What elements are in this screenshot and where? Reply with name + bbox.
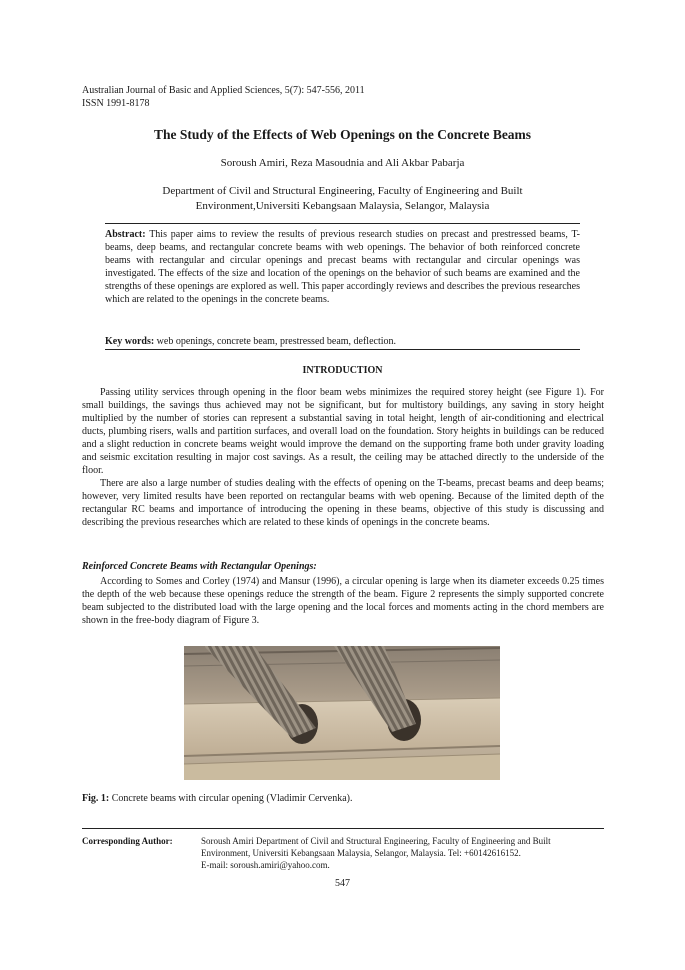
journal-issn: ISSN 1991-8178 (82, 98, 150, 109)
keywords-bottom-rule (105, 349, 580, 350)
figure-label: Fig. 1: (82, 793, 110, 804)
paper-affiliation: Department of Civil and Structural Engineering, Faculty of Engineering and Built Environment,Universiti Kebangsaan Malaysia, Selangor, Malaysia (162, 185, 523, 212)
subsection-paragraph-1: According to Somes and Corley (1974) and Mansur (1996), a circular opening is large when its diameter exceeds 0.25 times the depth of the web because these openings reduce the strength of the beam. Figure 2 represents the simply supported concrete beam subjected to the distributed load with the large opening and the local forces and moments acting in the chord members are shown in the free-body diagram of Figure 3. (82, 576, 604, 626)
keywords-text: web openings, concrete beam, prestressed beam, deflection. (154, 336, 397, 347)
corresponding-author-text (201, 835, 604, 871)
corresponding-line-1: Soroush Amiri Department of Civil and Structural Engineering, Faculty of Engineering and Built (201, 836, 551, 846)
corresponding-line-3: E-mail: soroush.amiri@yahoo.com. (201, 860, 330, 870)
subsection-heading: Reinforced Concrete Beams with Rectangular Openings: (82, 561, 317, 572)
abstract-label: Abstract: (105, 229, 146, 240)
figure-1-photo (184, 646, 500, 780)
journal-citation: Australian Journal of Basic and Applied Sciences, 5(7): 547-556, 2011 (82, 85, 365, 96)
introduction-body (82, 386, 604, 529)
abstract-text: This paper aims to review the results of previous research studies on precast and prestressed beams, T-beams, deep beams, and rectangular concrete beams with web openings. The behavior of both reinforced concrete beams with rectangular and circular openings and precast beams with rectangular and circular openings was investigated. The effects of the size and location of the openings on the behavior of such beams are examined and the strengths of these openings are explored as well. This paper accordingly reviews and describes the previous researches which are related to the openings in the concrete beams. (105, 229, 580, 305)
intro-paragraph-2: There are also a large number of studies dealing with the effects of opening on the T-beams, precast beams and deep beams; however, very limited results have been reported on rectangular beams with web opening. Because of the limited depth of the rectangular RC beams and importance of introducing the opening in these beams, objective of this study is discussing and describing the previous researches which are related to these kinds of openings in the concrete beams. (82, 478, 604, 528)
paper-authors: Soroush Amiri, Reza Masoudnia and Ali Akbar Pabarja (220, 157, 465, 169)
section-heading-introduction: INTRODUCTION (302, 365, 383, 376)
intro-paragraph-1: Passing utility services through opening in the floor beam webs minimizes the required storey height (see Figure 1). For small buildings, the savings thus achieved may not be significant, but for multistory buildings, any saving in story height multiplied by the number of stories can represent a substantial saving in total height, length of air-conditioning and electrical ducts, plumbing risers, walls and partition surfaces, and overall load on the foundation. Story heights in buildings can be reduced and a slight reduction in concrete beams weight would improve the demand on the supporting frame both under gravity loading and seismic excitation resulting in major cost savings. As a result, the ceiling may be attached directly to the underside of the floor. (82, 387, 604, 476)
corresponding-line-2: Environment, Universiti Kebangsaan Malaysia, Selangor, Malaysia. Tel: +60142616152. (201, 848, 521, 858)
concrete-beam-photo-image (184, 646, 500, 780)
journal-header (82, 84, 365, 110)
corresponding-author-label: Corresponding Author: (82, 836, 173, 846)
keywords (105, 336, 580, 347)
abstract-top-rule (105, 223, 580, 224)
figure-caption-text: Concrete beams with circular opening (Vladimir Cervenka). (109, 793, 353, 804)
abstract (105, 228, 580, 306)
figure-1-caption (82, 793, 352, 804)
paper-title: The Study of the Effects of Web Openings on the Concrete Beams (153, 127, 532, 142)
keywords-label: Key words: (105, 336, 155, 347)
page-number: 547 (335, 878, 350, 889)
footnote-rule (82, 828, 604, 829)
subsection-body (82, 575, 604, 627)
